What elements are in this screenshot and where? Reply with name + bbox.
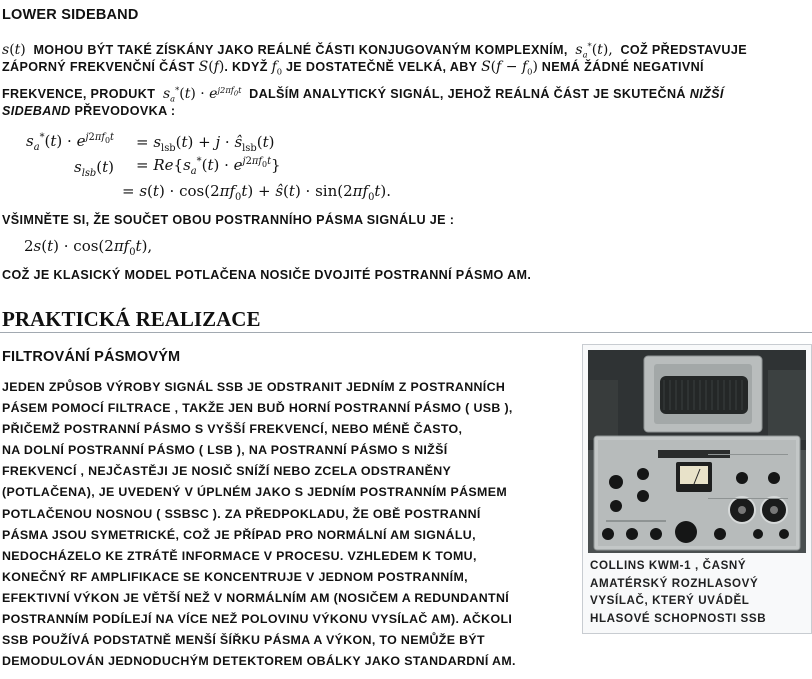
text-line: (POTLAČENA), JE UVEDENÝ V ÚPLNÉM JAKO S JEDNÍM POSTRANNÍM PÁSMEM	[2, 485, 507, 500]
equation-line-1: $s_a^*(t) \cdot e^{j2\pi f_0t}$	[26, 132, 114, 153]
equation-sum: $2s(t) \cdot \cos(2\pi f_0t)$,	[24, 237, 153, 258]
text-line: PÁSEM POMOCÍ FILTRACE , TAKŽE JEN BUĎ HORNÍ POSTRANNÍ PÁSMO ( USB ),	[2, 401, 513, 416]
figure-thumbnail	[582, 344, 812, 634]
subsection-heading-filtering: FILTROVÁNÍ PÁSMOVÝM	[2, 349, 181, 365]
radio-transceiver-photo-icon[interactable]	[588, 350, 806, 553]
text-line: FREKVENCÍ , NEJČASTĚJI JE NOSIČ SNÍŽÍ NEBO ZCELA ODSTRANĚNY	[2, 464, 452, 479]
text-line: POSTRANNÍM PODÍLEJÍ NA VÍCE NEŽ POLOVINU VÝKONU VYSÍLAČ AM). AČKOLI	[2, 612, 513, 627]
equation-line-2: $s_{lsb}(t)$	[74, 158, 115, 179]
equation-line-2-rhs: = $Re\{s_a^*(t) \cdot e^{j2\pi f_0t}\}$	[136, 156, 281, 177]
text-line: KONEČNÝ RF AMPLIFIKACE SE KONCENTRUJE V JEDNOM POSTRANNÍM,	[2, 569, 468, 584]
paragraph-line-2: ZÁPORNÝ FREKVENČNÍ ČÁST S(f). KDYŽ $f_0$ JE DOSTATEČNĚ VELKÁ, ABY $S(f - f_0)$ NEMÁ ŽÁDNÉ NEGATIVNÍ	[2, 59, 704, 77]
equation-line-3: = $s(t) \cdot \cos(2\pi f_0t)$ + ŝ(t) · $\sin(2\pi f_0t)$.	[122, 182, 392, 203]
paragraph-classic-model: COŽ JE KLASICKÝ MODEL POTLAČENA NOSIČE DVOJITÉ POSTRANNÍ PÁSMO AM.	[2, 268, 532, 282]
paragraph-sum-note: VŠIMNĚTE SI, ŽE SOUČET OBOU POSTRANNÍHO PÁSMA SIGNÁLU JE :	[2, 213, 455, 227]
section-heading-practical: PRAKTICKÁ REALIZACE	[2, 307, 261, 331]
text-line: NA DOLNÍ POSTRANNÍ PÁSMO ( LSB ), NA POSTRANNÍ PÁSMO S NIŽŠÍ	[2, 443, 448, 458]
text-line: PŘIČEMŽ POSTRANNÍ PÁSMO S VYŠŠÍ FREKVENCÍ, NEBO MÉNĚ ČASTO,	[2, 422, 463, 437]
paragraph-line-1: s(t) MOHOU BÝT TAKÉ ZÍSKÁNY JAKO REÁLNÉ ČÁSTI KONJUGOVANÝM KOMPLEXNÍM, $s_a^*(t)$, COŽ PŘEDSTAVUJE	[2, 41, 747, 60]
paragraph-filtering	[2, 377, 516, 672]
text-line: NEDOCHÁZELO KE ZTRÁTĚ INFORMACE V PROCESU. VZHLEDEM K TOMU,	[2, 548, 477, 563]
text-line: EFEKTIVNÍ VÝKON JE VĚTŠÍ NEŽ V NORMÁLNÍM AM (NOSIČEM A REDUNDANTNÍ	[2, 590, 510, 605]
figure-caption: COLLINS KWM-1 , ČASNÝ AMATÉRSKÝ ROZHLASOVÝ VYSÍLAČ, KTERÝ UVÁDĚL HLASOVÉ SCHOPNOSTI SSB	[590, 559, 767, 625]
text-line: JEDEN ZPŮSOB VÝROBY SIGNÁL SSB JE ODSTRANIT JEDNÍM Z POSTRANNÍCH	[2, 380, 506, 394]
text-line: SSB POUŽÍVÁ PODSTATNĚ MENŠÍ ŠÍŘKU PÁSMA A VÝKON, TO NEMŮŽE BÝT	[2, 633, 485, 648]
paragraph-line-4: SIDEBAND PŘEVODOVKA :	[2, 104, 176, 118]
text-line: DEMODULOVÁN JEDNODUCHÝM DETEKTOREM OBÁLKY JAKO STANDARDNÍ AM.	[2, 654, 516, 669]
text-line: PÁSMA JSOU SYMETRICKÉ, COŽ JE PŘÍPAD PRO NORMÁLNÍ AM SIGNÁLU,	[2, 527, 476, 542]
paragraph-line-3: FREKVENCE, PRODUKT $s_a^*(t) \cdot e^{j2\pi f_0t}$ DALŠÍM ANALYTICKÝ SIGNÁL, JEHOŽ REÁLNÁ ČÁST JE SKUTEČNÁ NIŽŠÍ	[2, 85, 724, 104]
heading-divider	[0, 332, 812, 333]
equation-line-1-rhs: = $s_{lsb}(t) + j$ · $ŝ_{lsb}(t)$	[136, 133, 275, 154]
section-heading-lower-sideband: LOWER SIDEBAND	[2, 7, 139, 23]
text-line: POTLAČENOU NOSNOU ( SSBSC ). ZA PŘEDPOKLADU, ŽE OBĚ POSTRANNÍ	[2, 506, 481, 521]
